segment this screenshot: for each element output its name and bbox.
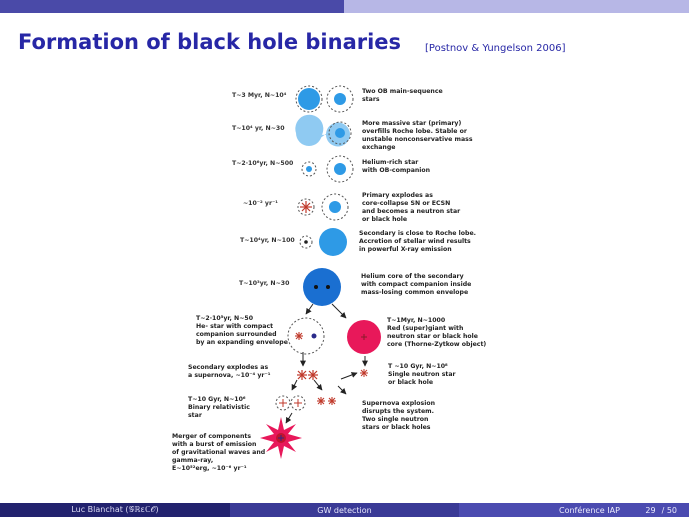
common-envelope — [303, 268, 341, 306]
left-branch-envelope — [196, 315, 324, 354]
stage-2 — [232, 115, 473, 151]
footer-talk-title: GW detection — [230, 503, 459, 517]
disruption — [317, 397, 435, 431]
footer-page-total: / 50 — [661, 505, 677, 515]
star-primary — [298, 88, 320, 110]
stage-6-label: T~10³yr, N~30 — [239, 280, 290, 287]
tzo-line4: core (Thorne-Zytkow object) — [387, 341, 487, 348]
secondary-star — [319, 228, 347, 256]
single-line1: T ~10 Gyr, N~10⁸ — [388, 363, 448, 370]
stage-4-desc-line2: core-collapse SN or ECSN — [362, 200, 451, 207]
stage-3-desc-line2: with OB-companion — [362, 167, 431, 174]
left-branch-label-line2: He- star with compact — [196, 323, 274, 330]
stage-4-desc-line3: and becomes a neutron star — [362, 208, 461, 215]
disrupt-line4: stars or black holes — [362, 424, 431, 431]
star-secondary — [335, 128, 345, 138]
stage-5-desc-line2: Accretion of stellar wind results — [359, 238, 471, 245]
stage-5-label: T~10⁴yr, N~100 — [240, 237, 295, 244]
stage-1-label: T~3 Myr, N~10⁴ — [232, 92, 287, 99]
helium-star — [306, 166, 312, 172]
secondary-explodes — [188, 364, 318, 380]
stage-2-label: T~10⁴ yr, N~30 — [232, 125, 285, 132]
stage-1-desc-line2: stars — [362, 96, 380, 103]
stage-6 — [239, 268, 471, 306]
disrupt-line1: Supernova explosion — [362, 400, 436, 407]
right-branch-tzo — [347, 317, 486, 354]
footer-page-number: 29 — [645, 505, 656, 515]
tzo-line1: T~1Myr, N~1000 — [387, 317, 446, 324]
left-branch-label-line1: T~2·10⁵yr, N~50 — [196, 315, 254, 322]
single-line2: Single neutron star — [388, 371, 456, 378]
merger-line1: Merger of components — [172, 433, 252, 440]
stage-2-desc-line4: exchange — [362, 144, 396, 151]
compact-object — [304, 240, 308, 244]
slide-citation: [Postnov & Yungelson 2006] — [425, 43, 566, 54]
left-branch-label-line3: companion surrounded — [196, 331, 277, 338]
star-primary — [296, 120, 322, 146]
footer-page-counter — [645, 506, 677, 515]
tzo-line2: Red (super)giant with — [387, 325, 464, 332]
stage-6-desc-line1: Helium core of the secondary — [361, 273, 464, 280]
stage-1-desc-line1: Two OB main-sequence — [362, 88, 443, 95]
merger — [172, 417, 302, 472]
footer-right — [459, 503, 689, 517]
stage-5 — [240, 228, 476, 256]
stage-6-desc-line3: mass-losing common envelope — [361, 289, 469, 296]
disrupt-line2: disrupts the system. — [362, 408, 434, 415]
stage-3-desc-line1: Helium-rich star — [362, 159, 419, 166]
merger-line3: of gravitational waves and — [172, 449, 266, 456]
star-secondary — [334, 93, 346, 105]
merger-line4: gamma-ray, — [172, 457, 214, 464]
binary-line1: T~10 Gyr, N~10⁶ — [188, 396, 246, 403]
stage-6-desc-line2: with compact companion inside — [361, 281, 472, 288]
footer-venue: Conférence IAP — [559, 505, 620, 515]
stage-3-label: T~2·10⁶yr, N~500 — [232, 160, 294, 167]
stage-4 — [243, 192, 461, 223]
supernova-icon — [300, 201, 312, 213]
stage-2-desc-line1: More massive star (primary) — [362, 120, 462, 127]
binary-line2: Binary relativistic — [188, 404, 250, 411]
stage-4-desc-line1: Primary explodes as — [362, 192, 433, 199]
stage-2-desc-line2: overfills Roche lobe. Stable or — [362, 128, 467, 135]
ob-companion — [329, 201, 341, 213]
stage-4-desc-line4: or black hole — [362, 216, 408, 223]
ob-companion — [334, 163, 346, 175]
explode-line1: Secondary explodes as — [188, 364, 269, 371]
slide-title: Formation of black hole binaries — [18, 30, 402, 54]
stage-1 — [232, 86, 443, 112]
tzo-line3: neutron star or black hole — [387, 333, 478, 340]
footer-author: Luc Blanchat (𝒢ℝεℂ𝒪) — [0, 503, 230, 517]
slide-footer — [0, 503, 689, 517]
left-branch-label-line4: by an expanding envelope — [196, 339, 288, 346]
disrupt-line3: Two single neutron — [362, 416, 429, 423]
merger-line2: with a burst of emission — [172, 441, 257, 448]
stage-5-desc-line1: Secondary is close to Roche lobe. — [359, 230, 477, 237]
merger-line5: E~10⁵²erg, ~10⁻⁶ yr⁻¹ — [172, 465, 247, 472]
single-line3: or black hole — [388, 379, 434, 386]
explode-line2: a supernova, ~10⁻⁴ yr⁻¹ — [188, 372, 271, 379]
stage-3 — [232, 156, 430, 182]
single-neutron-star — [360, 363, 457, 386]
binary-relativistic-star — [188, 396, 305, 419]
stage-5-desc-line3: in powerful X-ray emission — [359, 246, 452, 253]
stage-2-desc-line3: unstable nonconservative mass — [362, 136, 473, 143]
stage-4-label: ~10⁻² yr⁻¹ — [243, 200, 278, 207]
binary-line3: star — [188, 412, 202, 419]
